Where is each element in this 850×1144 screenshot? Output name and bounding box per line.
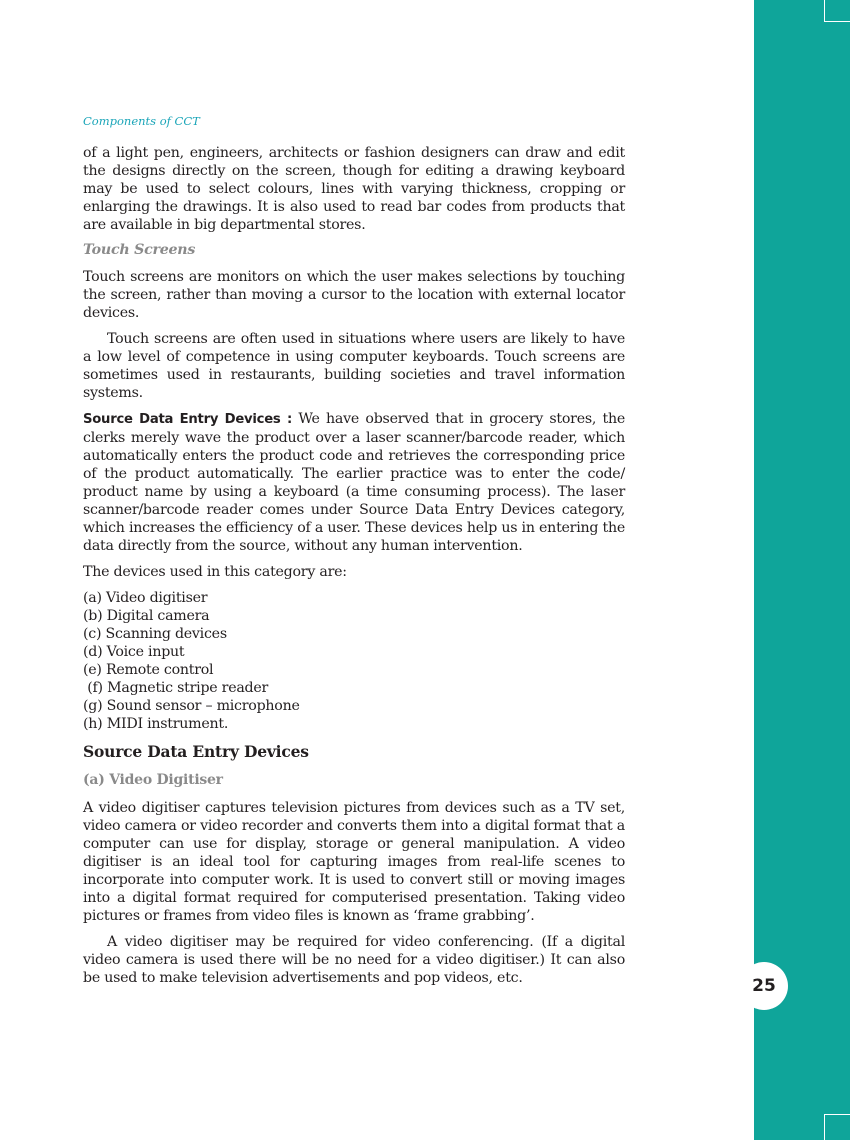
video-digitiser-heading: (a) Video Digitiser — [83, 772, 223, 788]
running-header: Components of CCT — [83, 114, 200, 128]
list-item: (h) MIDI instrument. — [83, 716, 229, 732]
page-body — [83, 144, 625, 987]
source-data-paragraph — [83, 410, 625, 555]
section-heading: Source Data Entry Devices — [83, 742, 309, 761]
list-item: (g) Sound sensor – microphone — [83, 698, 300, 714]
list-item: (f) Magnetic stripe reader — [83, 680, 269, 696]
list-item: (c) Scanning devices — [83, 626, 227, 642]
category-intro: The devices used in this category are: — [83, 564, 347, 580]
list-item: (e) Remote control — [83, 662, 214, 678]
source-data-text: We have observed that in grocery stores, the clerks merely wave the product over a laser scanner/barcode reader, which automatically enters the product code and retrieves the corresponding price of the product automatically. The earlier practice was to enter the code/ product name by using a keyboard (a time consuming process). The laser scanner/barcode reader comes under Source Data Entry Devices category, which increases the efficiency of a user. These devices help us in entering the data directly from the source, without any human intervention. — [83, 411, 625, 554]
page-number: 25 — [740, 962, 788, 1010]
list-item: (b) Digital camera — [83, 608, 210, 624]
touch-screens-paragraph-2: Touch screens are often used in situations where users are likely to have a low level of competence in using computer keyboards. Touch screens are sometimes used in restaurants, building societies and travel information systems. — [83, 331, 625, 401]
video-digitiser-paragraph-1: A video digitiser captures television pictures from devices such as a TV set, video camera or video recorder and converts them into a digital format that a computer can use for display, storage or general manipulation. A video digitiser is an ideal tool for capturing images from real-life scenes to incorporate into computer work. It is used to convert still or moving images into a digital format required for computerised presentation. Taking video pictures or frames from video files is known as ‘frame grabbing’. — [83, 800, 625, 924]
touch-screens-heading: Touch Screens — [83, 242, 196, 258]
source-data-lead: Source Data Entry Devices : — [83, 412, 292, 427]
list-item: (d) Voice input — [83, 644, 185, 660]
video-digitiser-paragraph-2: A video digitiser may be required for video conferencing. (If a digital video camera is used there will be no need for a video digitiser.) It can also be used to make television advertisements and pop videos, etc. — [83, 934, 625, 986]
device-list — [83, 589, 625, 733]
crop-mark-top — [824, 0, 850, 22]
intro-paragraph: of a light pen, engineers, architects or fashion designers can draw and edit the designs directly on the screen, though for editing a drawing keyboard may be used to select colours, lines with varying thickness, cropping or enlarging the drawings. It is also used to read bar codes from products that are available in big departmental stores. — [83, 145, 625, 233]
list-item: (a) Video digitiser — [83, 590, 208, 606]
touch-screens-paragraph-1: Touch screens are monitors on which the user makes selections by touching the screen, rather than moving a cursor to the location with external locator devices. — [83, 269, 625, 321]
